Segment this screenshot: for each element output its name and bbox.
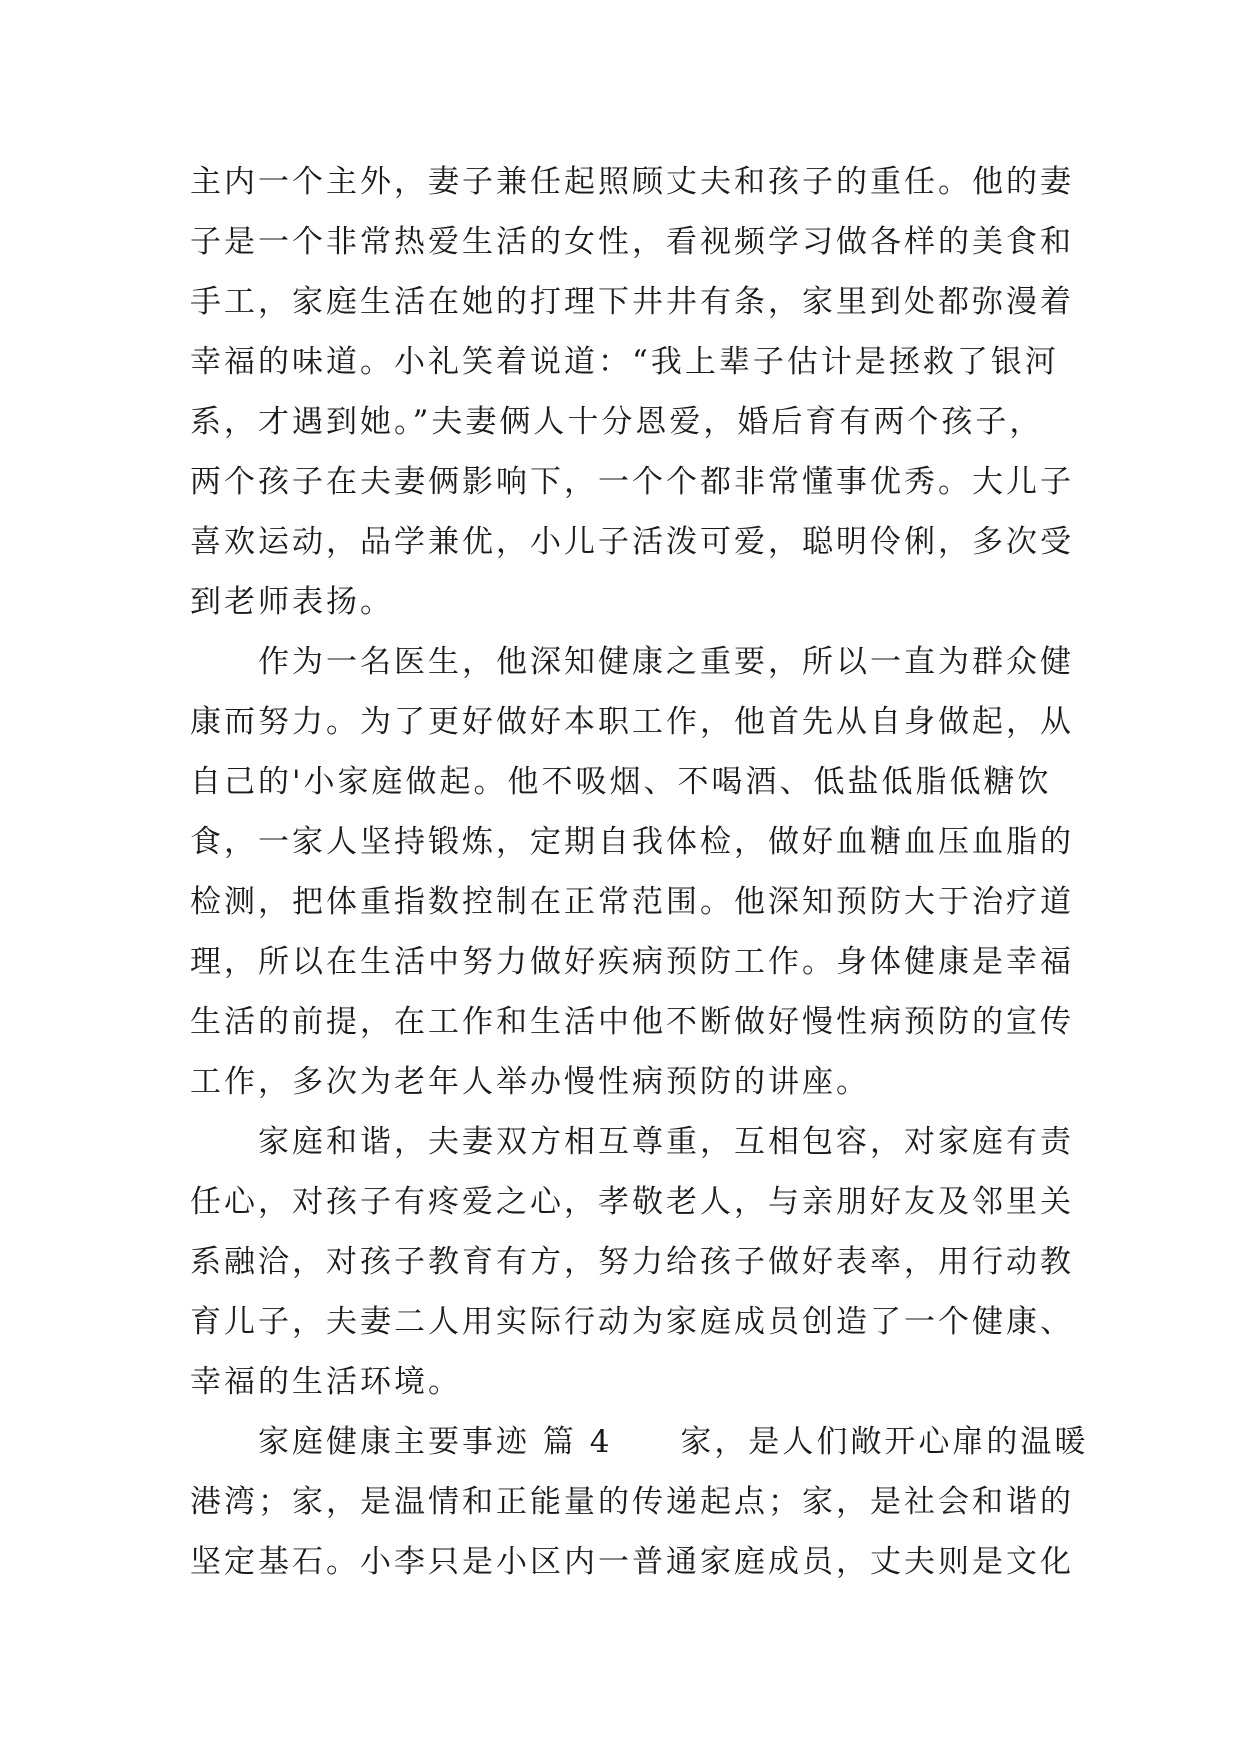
text-line: 育儿子，夫妻二人用实际行动为家庭成员创造了一个健康、	[190, 1304, 1074, 1340]
text-line: 检测，把体重指数控制在正常范围。他深知预防大于治疗道	[190, 884, 1074, 920]
text-line: 主内一个主外，妻子兼任起照顾丈夫和孩子的重任。他的妻	[190, 164, 1074, 200]
text-line: 系，才遇到她。”夫妻俩人十分恩爱，婚后育有两个孩子，	[190, 404, 1044, 440]
text-line: 幸福的生活环境。	[190, 1364, 462, 1400]
text-line: 任心，对孩子有疼爱之心，孝敬老人，与亲朋好友及邻里关	[190, 1184, 1074, 1220]
text-line: 子是一个非常热爱生活的女性，看视频学习做各样的美食和	[190, 224, 1074, 260]
text-line: 港湾；家，是温情和正能量的传递起点；家，是社会和谐的	[190, 1484, 1074, 1520]
text-line: 工作，多次为老年人举办慢性病预防的讲座。	[190, 1064, 870, 1100]
text-line: 作为一名医生，他深知健康之重要，所以一直为群众健	[190, 644, 1074, 680]
text-line: 手工，家庭生活在她的打理下井井有条，家里到处都弥漫着	[190, 284, 1074, 320]
document-body	[190, 152, 1089, 1592]
text-line: 两个孩子在夫妻俩影响下，一个个都非常懂事优秀。大儿子	[190, 464, 1074, 500]
text-line: 家庭和谐，夫妻双方相互尊重，互相包容，对家庭有责	[190, 1124, 1074, 1160]
text-line: 理，所以在生活中努力做好疾病预防工作。身体健康是幸福	[190, 944, 1074, 980]
text-line: 到老师表扬。	[190, 584, 394, 620]
text-line: 坚定基石。小李只是小区内一普通家庭成员，丈夫则是文化	[190, 1544, 1074, 1580]
text-line: 食，一家人坚持锻炼，定期自我体检，做好血糖血压血脂的	[190, 824, 1074, 860]
text-line: 喜欢运动，品学兼优，小儿子活泼可爱，聪明伶俐，多次受	[190, 524, 1074, 560]
text-line: 系融洽，对孩子教育有方，努力给孩子做好表率，用行动教	[190, 1244, 1074, 1280]
text-line: 生活的前提，在工作和生活中他不断做好慢性病预防的宣传	[190, 1004, 1074, 1040]
text-line: 家庭健康主要事迹 篇 4 家，是人们敞开心扉的温暖	[190, 1424, 1089, 1460]
text-line: 自己的'小家庭做起。他不吸烟、不喝酒、低盐低脂低糖饮	[190, 764, 1052, 800]
text-line: 幸福的味道。小礼笑着说道：“我上辈子估计是拯救了银河	[190, 344, 1059, 380]
text-line: 康而努力。为了更好做好本职工作，他首先从自身做起，从	[190, 704, 1074, 740]
